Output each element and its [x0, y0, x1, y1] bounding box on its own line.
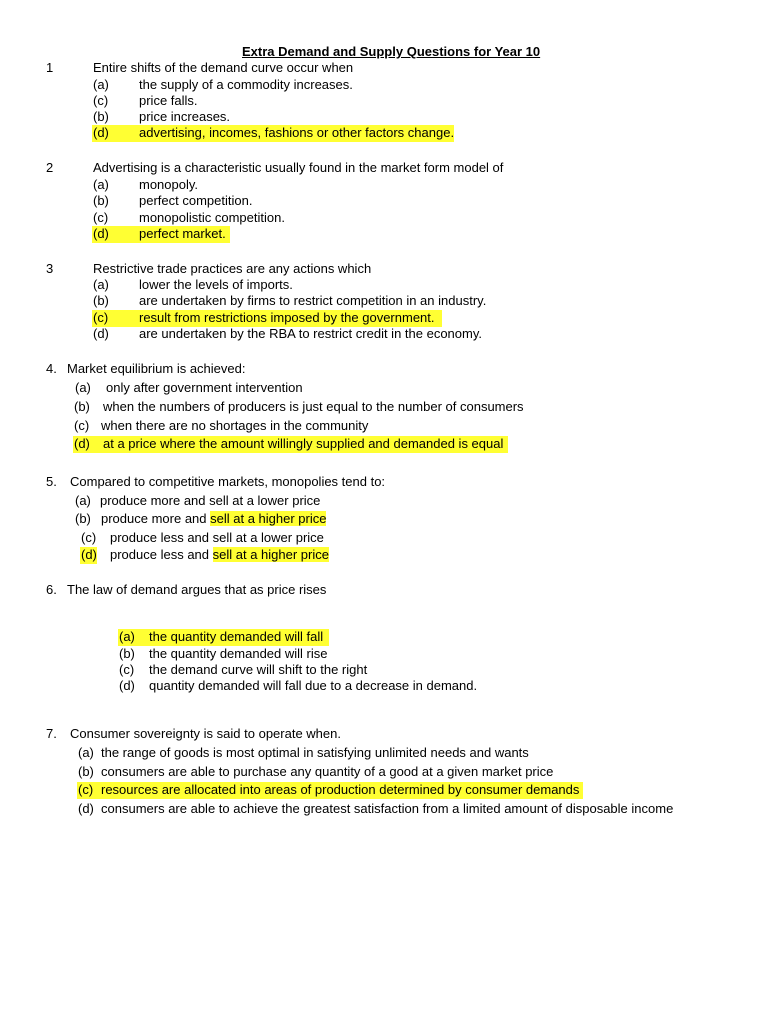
q4-option-text: only after government intervention	[106, 380, 303, 395]
q6-option-label: (c)	[119, 662, 135, 677]
q7-option-label: (c)	[78, 782, 94, 797]
q1-option-text: price increases.	[139, 109, 231, 124]
question-5-number: 5.	[46, 474, 57, 489]
question-1-number: 1	[46, 60, 54, 75]
question-2-number: 2	[46, 160, 54, 175]
q6-option-text: the demand curve will shift to the right	[149, 662, 368, 677]
q7-option-text: consumers are able to purchase any quantity of a good at a given market price	[101, 764, 554, 779]
question-4-number: 4.	[46, 361, 57, 376]
q5-option-d-highlight: sell at a higher price	[212, 547, 329, 562]
q7-option-label: (d)	[78, 801, 94, 816]
q6-option-label: (d)	[119, 678, 135, 693]
q1-option-text: price falls.	[139, 93, 198, 108]
q5-option-label: (d)	[81, 547, 97, 562]
q6-option-label: (a)	[119, 629, 135, 644]
q5-option-text	[110, 547, 329, 563]
question-6-number: 6.	[46, 582, 57, 597]
q5-option-label: (b)	[75, 511, 91, 526]
q7-option-label: (b)	[78, 764, 94, 779]
q1-option-text-correct: advertising, incomes, fashions or other factors change.	[139, 125, 455, 140]
q4-option-text: when the numbers of producers is just equal to the number of consumers	[103, 399, 524, 414]
question-5-text: Compared to competitive markets, monopolies tend to:	[70, 474, 386, 489]
question-6-text: The law of demand argues that as price rises	[67, 582, 327, 597]
q3-option-label: (b)	[93, 293, 109, 308]
q5-option-d-text: produce less and	[110, 547, 213, 562]
q2-option-label: (c)	[93, 210, 109, 225]
q5-option-b-highlight: sell at a higher price	[210, 511, 327, 526]
q3-option-label: (a)	[93, 277, 109, 292]
question-1-text: Entire shifts of the demand curve occur when	[93, 60, 354, 75]
q2-option-label: (a)	[93, 177, 109, 192]
q2-option-label: (b)	[93, 193, 109, 208]
q4-option-text-correct: at a price where the amount willingly supplied and demanded is equal	[103, 436, 504, 451]
q4-option-text: when there are no shortages in the community	[101, 418, 369, 433]
q3-option-text: are undertaken by the RBA to restrict credit in the economy.	[139, 326, 482, 341]
q3-option-label: (d)	[93, 326, 109, 341]
q6-option-text: the quantity demanded will rise	[149, 646, 328, 661]
q5-option-text: produce less and sell at a lower price	[110, 530, 324, 545]
q7-option-text: the range of goods is most optimal in satisfying unlimited needs and wants	[101, 745, 529, 760]
q2-option-text: monopolistic competition.	[139, 210, 285, 225]
q5-option-text: produce more and sell at a lower price	[100, 493, 321, 508]
q1-option-label: (d)	[93, 125, 109, 140]
q5-option-b-text: produce more and	[101, 511, 211, 526]
q6-option-text-correct: the quantity demanded will fall	[149, 629, 324, 644]
q6-option-text: quantity demanded will fall due to a decrease in demand.	[149, 678, 478, 693]
q5-option-text	[101, 511, 326, 527]
q4-option-label: (c)	[74, 418, 90, 433]
q7-option-text: consumers are able to achieve the greatest satisfaction from a limited amount of disposable income	[101, 801, 674, 816]
question-7-number: 7.	[46, 726, 57, 741]
question-4-text: Market equilibrium is achieved:	[67, 361, 246, 376]
q2-option-label: (d)	[93, 226, 109, 241]
q4-option-label: (a)	[75, 380, 91, 395]
q4-option-label: (d)	[74, 436, 90, 451]
q3-option-text-correct: result from restrictions imposed by the government.	[139, 310, 435, 325]
q5-option-label: (c)	[81, 530, 97, 545]
q3-option-text: are undertaken by firms to restrict competition in an industry.	[139, 293, 487, 308]
q7-option-text-correct: resources are allocated into areas of production determined by consumer demands	[101, 782, 580, 797]
q1-option-text: the supply of a commodity increases.	[139, 77, 353, 92]
q2-option-text: perfect competition.	[139, 193, 253, 208]
q6-option-label: (b)	[119, 646, 135, 661]
page-title: Extra Demand and Supply Questions for Year 10	[242, 44, 541, 59]
q5-option-label: (a)	[75, 493, 91, 508]
q1-option-label: (a)	[93, 77, 109, 92]
q1-option-label: (b)	[93, 109, 109, 124]
question-2-text: Advertising is a characteristic usually found in the market form model of	[93, 160, 504, 175]
q3-option-label: (c)	[93, 310, 109, 325]
q2-option-text: monopoly.	[139, 177, 199, 192]
q7-option-label: (a)	[78, 745, 94, 760]
q1-option-label: (c)	[93, 93, 109, 108]
question-3-number: 3	[46, 261, 54, 276]
question-3-text: Restrictive trade practices are any actions which	[93, 261, 372, 276]
q2-option-text-correct: perfect market.	[139, 226, 226, 241]
question-7-text: Consumer sovereignty is said to operate when.	[70, 726, 341, 741]
q4-option-label: (b)	[74, 399, 90, 414]
q3-option-text: lower the levels of imports.	[139, 277, 293, 292]
